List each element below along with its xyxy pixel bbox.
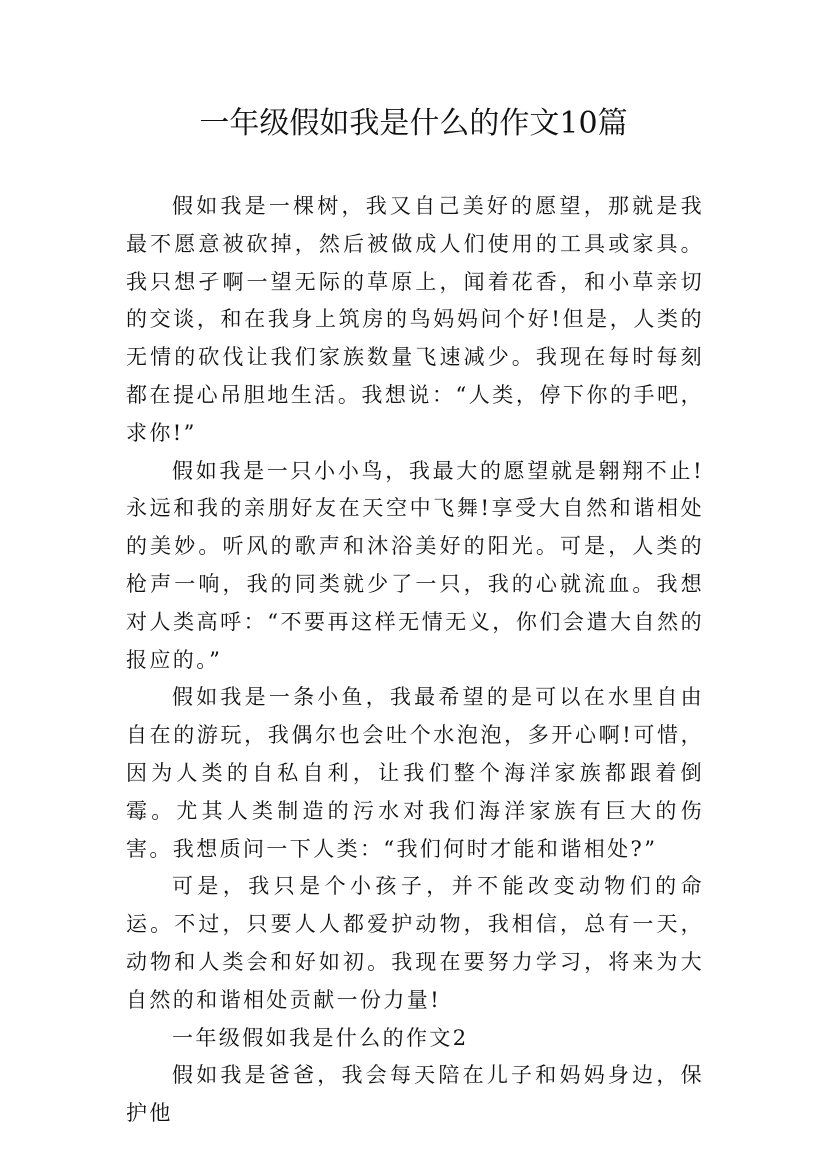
paragraph-fish: 假如我是一条小鱼，我最希望的是可以在水里自由自在的游玩，我偶尔也会吐个水泡泡，多开心啊!可惜，因为人类的自私自利，让我们整个海洋家族都跟着倒霉。尤其人类制造的污水对我们海洋家族有巨大的伤害。我想质问一下人类：“我们何时才能和谐相处?” bbox=[126, 685, 704, 861]
paragraph-bird: 假如我是一只小小鸟，我最大的愿望就是翱翔不止!永远和我的亲朋好友在天空中飞舞!享受大自然和谐相处的美妙。听风的歌声和沐浴美好的阳光。可是，人类的枪声一响，我的同类就少了一只，我的心就流血。我想对人类高呼：“不要再这样无情无义，你们会遣大自然的报应的。” bbox=[126, 458, 704, 672]
essay-2-heading: 一年级假如我是什么的作文2 bbox=[172, 1025, 469, 1050]
paragraph-father: 假如我是爸爸，我会每天陪在儿子和妈妈身边，保护他 bbox=[126, 1063, 704, 1126]
paragraph-conclusion: 可是，我只是个小孩子，并不能改变动物们的命运。不过，只要人人都爱护动物，我相信，总有一天，动物和人类会和好如初。我现在要努力学习，将来为大自然的和谐相处贡献一份力量! bbox=[126, 874, 704, 1012]
document-title: 一年级假如我是什么的作文10篇 bbox=[199, 106, 628, 141]
document-body bbox=[126, 188, 704, 1133]
paragraph-tree: 假如我是一棵树，我又自己美好的愿望，那就是我最不愿意被砍掉，然后被做成人们使用的工具或家具。我只想孑啊一望无际的草原上，闻着花香，和小草亲切的交谈，和在我身上筑房的鸟妈妈问个好!但是，人类的无情的砍伐让我们家族数量飞速减少。我现在每时每刻都在提心吊胆地生活。我想说：“人类，停下你的手吧，求你!” bbox=[126, 194, 704, 445]
